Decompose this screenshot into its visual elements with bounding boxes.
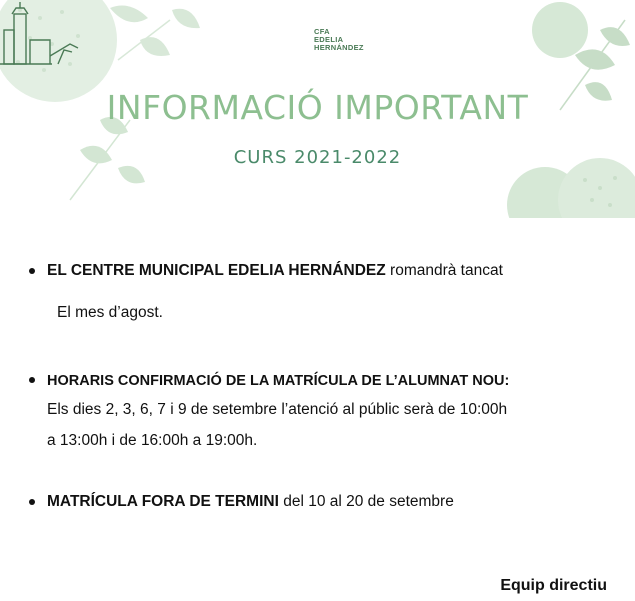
item-1-line-1 bbox=[47, 261, 503, 281]
item-1-text: romandrà tancat bbox=[385, 262, 503, 279]
signature: Equip directiu bbox=[500, 577, 607, 594]
item-1-bold: EL CENTRE MUNICIPAL EDELIA HERNÁNDEZ bbox=[47, 262, 386, 279]
logo-text bbox=[314, 28, 364, 52]
logo-line-2: EDELIA bbox=[314, 35, 344, 44]
item-2-line-3: a 13:00h i de 16:00h a 19:00h. bbox=[47, 432, 258, 449]
leaf-group-top-left bbox=[110, 6, 200, 60]
item-3-text: del 10 al 20 de setembre bbox=[278, 493, 454, 510]
bullet-3 bbox=[29, 499, 35, 505]
logo-line-1: CFA bbox=[314, 27, 330, 36]
castle-logo-icon bbox=[0, 0, 110, 72]
page-subtitle: CURS 2021-2022 bbox=[233, 147, 402, 168]
page-title: INFORMACIÓ IMPORTANT bbox=[106, 88, 529, 127]
item-3-bold: MATRÍCULA FORA DE TERMINI bbox=[47, 493, 279, 510]
header-banner bbox=[0, 0, 635, 218]
item-2-line-1 bbox=[47, 371, 509, 391]
item-2-line-2: Els dies 2, 3, 6, 7 i 9 de setembre l’atenció al públic serà de 10:00h bbox=[47, 401, 508, 418]
bullet-1 bbox=[29, 268, 35, 274]
item-2-bold: HORARIS CONFIRMACIÓ DE LA MATRÍCULA DE L’ALUMNAT NOU: bbox=[47, 373, 510, 389]
item-3-line-1 bbox=[47, 492, 454, 512]
circle-top-right bbox=[532, 2, 588, 58]
logo-line-3: HERNÁNDEZ bbox=[314, 43, 364, 52]
item-1-line-2: El mes d’agost. bbox=[57, 304, 163, 321]
bullet-2 bbox=[29, 377, 35, 383]
